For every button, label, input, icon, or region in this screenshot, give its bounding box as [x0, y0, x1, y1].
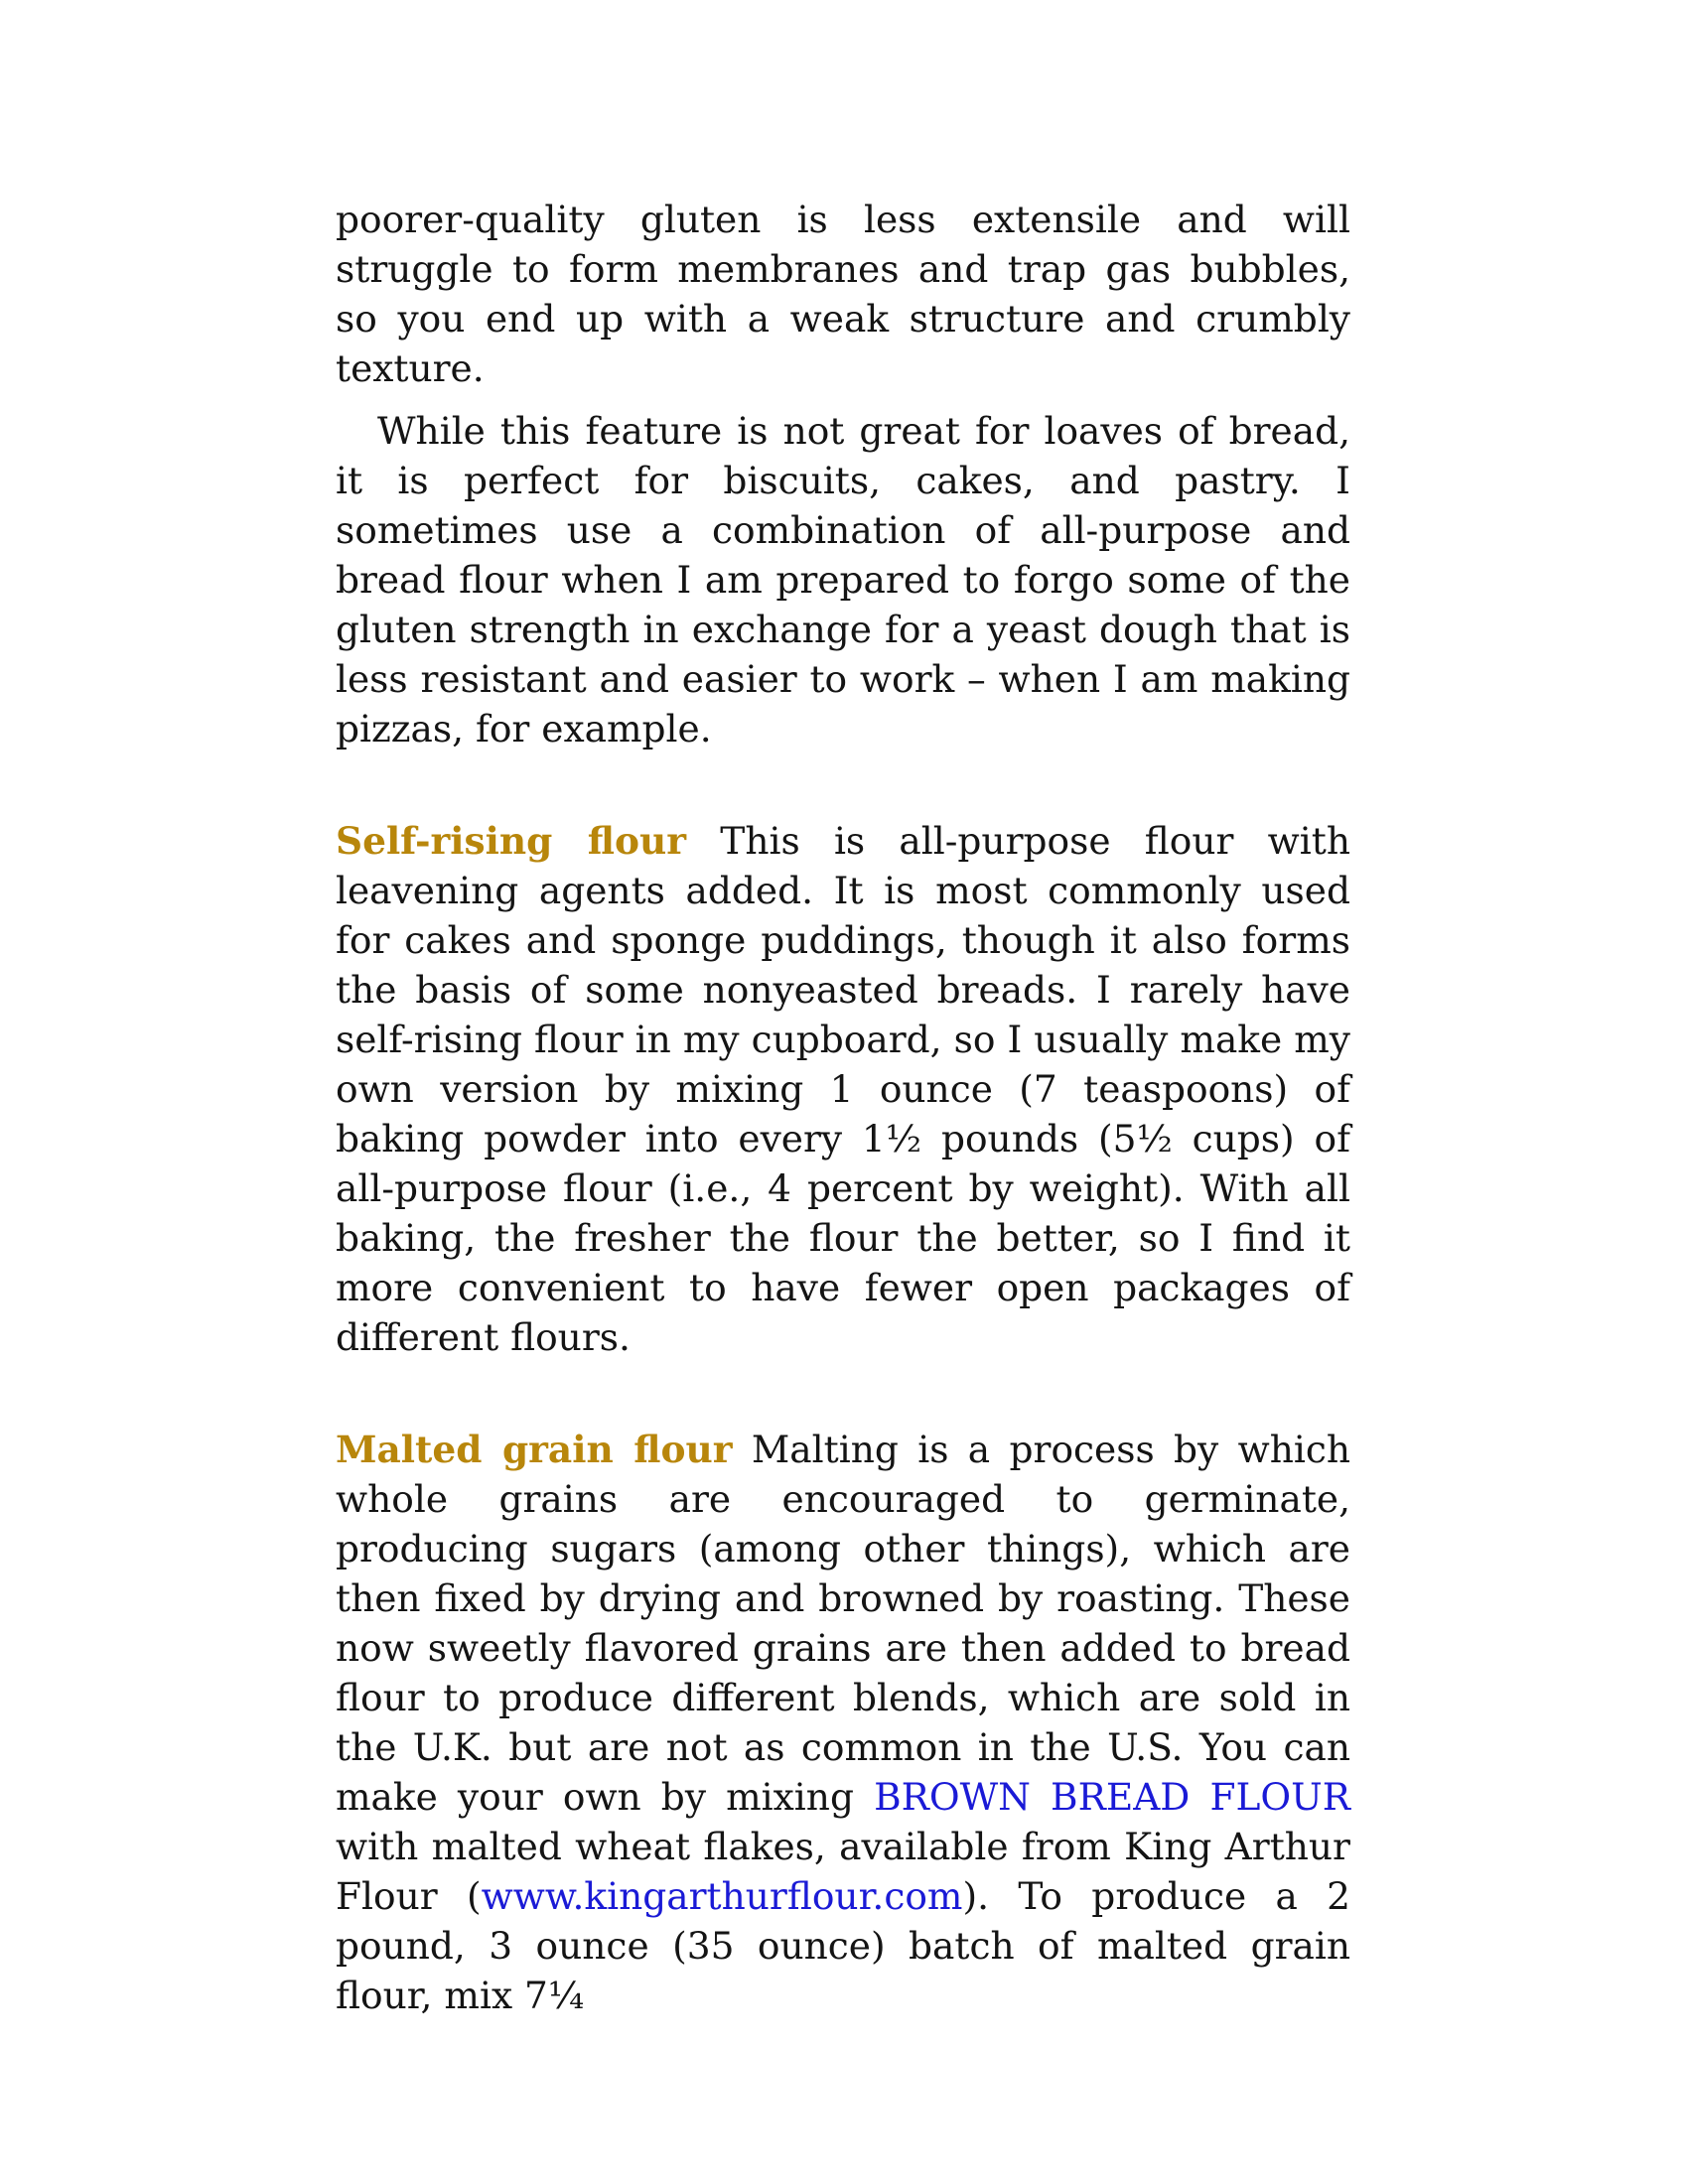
page-body — [336, 195, 1350, 2020]
term-self-rising-flour: Self-rising flour — [336, 819, 687, 863]
entry-malted-text-c: ). To produce a 2 pound, 3 ounce (35 ounce) batch of malted grain flour, mix 7¼ — [336, 1874, 1351, 2017]
entry-malted-text-b: with malted wheat flakes, available from King Arthur Flour ( — [336, 1825, 1350, 1918]
entry-malted-text-a: Malting is a process by which whole grains are encouraged to germinate, producing sugars (among other things), which are then fixed by drying and browned by roasting. These now sweetly flavored grains are then added to bread flour to produce different blends, which are sold in the U.K. but are not as common in the U.S. You can make your own by mixing — [336, 1428, 1350, 1819]
link-king-arthur-flour[interactable]: www.kingarthurflour.com — [481, 1874, 963, 1918]
link-brown-bread-flour[interactable]: BROWN BREAD FLOUR — [874, 1775, 1350, 1819]
term-malted-grain-flour: Malted grain flour — [336, 1428, 733, 1471]
entry-self-rising-flour — [336, 816, 1350, 1362]
paragraph-all-purpose: While this feature is not great for loaves of bread, it is perfect for biscuits, cakes, and pastry. I sometimes use a combination of all-purpose and bread flour when I am prepared to forgo some of the gluten strength in exchange for a yeast dough that is less resistant and easier to work – when I am making pizzas, for example. — [336, 409, 1350, 751]
paragraph-gluten: poorer-quality gluten is less extensile and will struggle to form membranes and trap gas bubbles, so you end up with a weak structure and crumbly texture. — [336, 198, 1350, 390]
entry-self-rising-text: This is all-purpose flour with leavening agents added. It is most commonly used for cakes and sponge puddings, though it also forms the basis of some nonyeasted breads. I rarely have self-rising flour in my cupboard, so I usually make my own version by mixing 1 ounce (7 teaspoons) of baking powder into every 1½ pounds (5½ cups) of all-purpose flour (i.e., 4 percent by weight). With all baking, the fresher the flour the better, so I find it more convenient to have fewer open packages of different flours. — [336, 819, 1350, 1359]
entry-malted-grain-flour — [336, 1425, 1350, 2020]
